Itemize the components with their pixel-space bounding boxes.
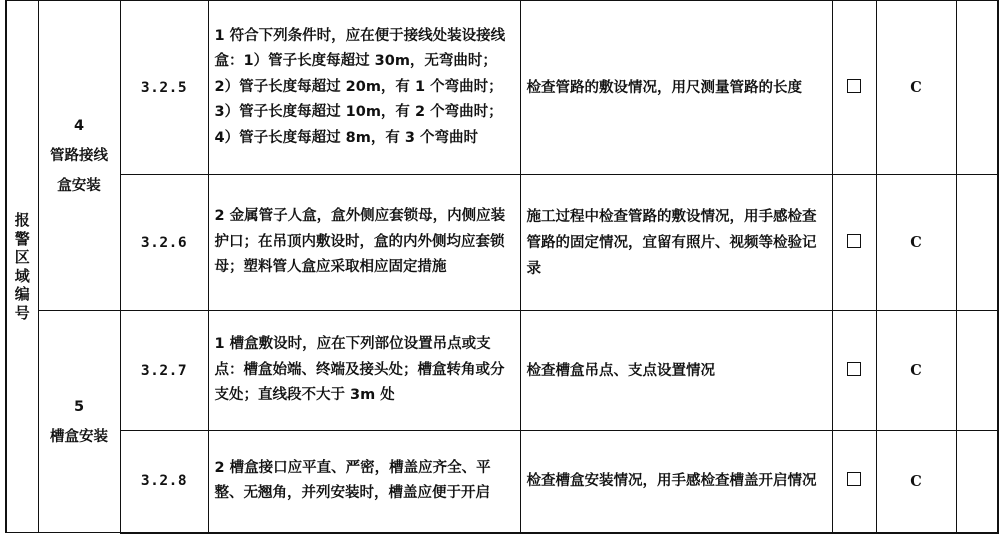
result-cell <box>956 1 998 175</box>
check-cell <box>832 431 876 533</box>
table-row <box>6 175 998 311</box>
item-name-line1: 管路接线 <box>50 147 108 164</box>
check-cell <box>832 175 876 311</box>
requirement-text: 2 槽盒接口应平直、严密，槽盖应齐全、平整、无翘角，并列安装时，槽盖应便于开启 <box>208 431 520 533</box>
checkbox[interactable] <box>847 362 861 376</box>
item-number: 4 <box>73 117 85 134</box>
inspection-method: 检查槽盒安装情况，用手感检查槽盖开启情况 <box>520 431 832 533</box>
result-cell <box>956 311 998 431</box>
category-cell: C <box>876 1 956 175</box>
requirement-text: 1 符合下列条件时，应在便于接线处装设接线盒：1）管子长度每超过 30m，无弯曲时；2）管子长度每超过 20m，有 1 个弯曲时；3）管子长度每超过 10m，有 2 个弯曲时；4）管子长度每超过 8m，有 3 个弯曲时 <box>208 1 520 175</box>
area-label: 报警区域编号 <box>14 211 30 322</box>
area-number-cell <box>6 1 38 533</box>
table-row <box>6 431 998 533</box>
item-group-4 <box>38 1 120 311</box>
requirement-text: 1 槽盒敷设时，应在下列部位设置吊点或支点：槽盒始端、终端及接头处；槽盒转角或分支处；直线段不大于 3m 处 <box>208 311 520 431</box>
clause-number: 3.2.6 <box>120 175 208 311</box>
category-cell: C <box>876 311 956 431</box>
check-cell <box>832 311 876 431</box>
item-name-line2: 盒安装 <box>57 177 101 194</box>
result-cell <box>956 431 998 533</box>
checkbox[interactable] <box>847 234 861 248</box>
clause-number: 3.2.5 <box>120 1 208 175</box>
item-number: 5 <box>73 398 85 415</box>
item-name-line1: 槽盒安装 <box>50 428 108 445</box>
item-group-5 <box>38 311 120 533</box>
category-cell: C <box>876 175 956 311</box>
checkbox[interactable] <box>847 79 861 93</box>
inspection-method: 检查槽盒吊点、支点设置情况 <box>520 311 832 431</box>
inspection-method: 施工过程中检查管路的敷设情况，用手感检查管路的固定情况，宜留有照片、视频等检验记录 <box>520 175 832 311</box>
inspection-method: 检查管路的敷设情况，用尺测量管路的长度 <box>520 1 832 175</box>
inspection-table <box>5 0 999 534</box>
clause-number: 3.2.8 <box>120 431 208 533</box>
result-cell <box>956 175 998 311</box>
category-cell: C <box>876 431 956 533</box>
table-row <box>6 311 998 431</box>
table-row <box>6 1 998 175</box>
clause-number: 3.2.7 <box>120 311 208 431</box>
checkbox[interactable] <box>847 472 861 486</box>
check-cell <box>832 1 876 175</box>
requirement-text: 2 金属管子人盒，盒外侧应套锁母，内侧应装护口；在吊顶内敷设时，盒的内外侧均应套锁母；塑料管人盒应采取相应固定措施 <box>208 175 520 311</box>
